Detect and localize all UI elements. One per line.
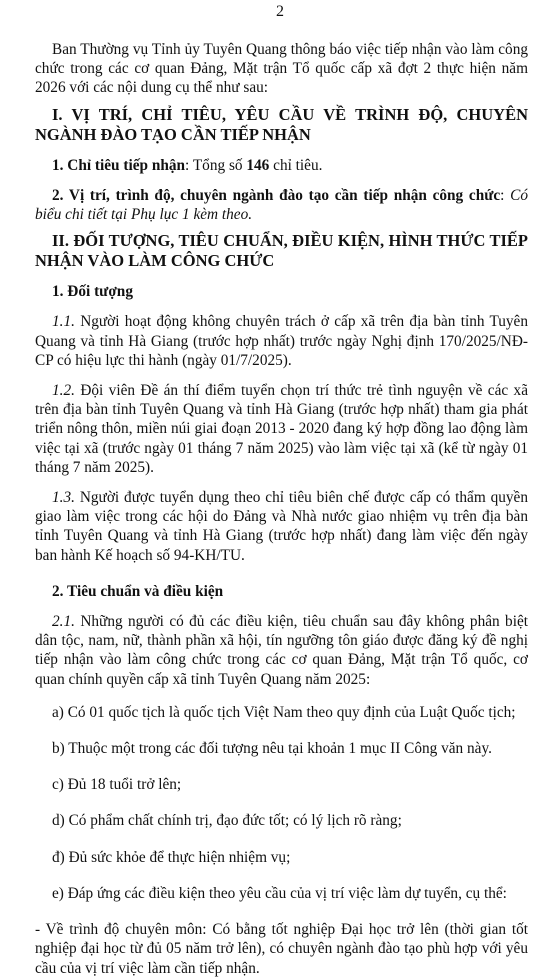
intro-paragraph: Ban Thường vụ Tỉnh ủy Tuyên Quang thông báo việc tiếp nhận vào làm công chức trong các cơ quan Đảng, Mặt trận Tổ quốc cấp xã đợt 2 thực hiện năm 2026 với các nội dung cụ thể như sau: bbox=[35, 41, 528, 97]
condition-c: c) Đủ 18 tuổi trở lên; bbox=[52, 776, 182, 794]
condition-d: d) Có phẩm chất chính trị, đạo đức tốt; có lý lịch rõ ràng; bbox=[52, 812, 402, 830]
section-1-item-2 bbox=[35, 186, 528, 224]
paragraph-2-1-number: 2.1. bbox=[52, 613, 75, 631]
section-1-heading: I. VỊ TRÍ, CHỈ TIÊU, YÊU CẦU VỀ TRÌNH ĐỘ, CHUYÊN NGÀNH ĐÀO TẠO CẦN TIẾP NHẬN bbox=[35, 104, 528, 144]
subsection-2-heading: 2. Tiêu chuẩn và điều kiện bbox=[52, 582, 224, 600]
paragraph-2-1 bbox=[35, 612, 528, 689]
paragraph-2-1-text: Những người có đủ các điều kiện, tiêu chuẩn sau đây không phân biệt dân tộc, nam, nữ, thành phần xã hội, tín ngưỡng tôn giáo được đăng ký đề nghị tiếp nhận vào làm công chức trong các cơ quan Đảng, Mặt trận Tổ quốc, cơ quan chính quyền cấp xã tỉnh Tuyên Quang năm 2025: bbox=[35, 613, 528, 688]
item-2-text: : bbox=[500, 186, 511, 204]
paragraph-1-2 bbox=[35, 381, 528, 477]
paragraph-1-1-text: Người hoạt động không chuyên trách ở cấp xã trên địa bàn tỉnh Tuyên Quang và tỉnh Hà Giang (trước hợp nhất) trước ngày Nghị định 170/2025/NĐ-CP có hiệu lực thi hành (ngày 01/7/2025). bbox=[35, 313, 528, 369]
item-1-count: 146 bbox=[246, 156, 270, 174]
paragraph-1-2-number: 1.2. bbox=[52, 382, 75, 400]
item-2-note: Có biểu chi tiết tại Phụ lục 1 kèm theo. bbox=[35, 186, 528, 224]
subsection-1-heading: 1. Đối tượng bbox=[52, 283, 133, 301]
paragraph-1-1-number: 1.1. bbox=[52, 313, 75, 331]
paragraph-1-3-number: 1.3. bbox=[52, 489, 75, 507]
section-2-heading: II. ĐỐI TƯỢNG, TIÊU CHUẨN, ĐIỀU KIỆN, HÌNH THỨC TIẾP NHẬN VÀO LÀM CÔNG CHỨC bbox=[35, 231, 528, 271]
condition-b: b) Thuộc một trong các đối tượng nêu tại khoản 1 mục II Công văn này. bbox=[52, 740, 492, 758]
item-2-label: 2. Vị trí, trình độ, chuyên ngành đào tạo cần tiếp nhận công chức bbox=[52, 186, 501, 204]
paragraph-1-3-text: Người được tuyển dụng theo chỉ tiêu biên chế được cấp có thẩm quyền giao làm việc trong các hội do Đảng và Nhà nước giao nhiệm vụ trên địa bàn tỉnh Tuyên Quang và tỉnh Hà Giang (trước hợp nhất) đang làm việc đến ngày ban hành Kế hoạch số 94-KH/TU. bbox=[35, 489, 528, 564]
item-1-label: 1. Chỉ tiêu tiếp nhận bbox=[52, 156, 186, 174]
section-1-item-1 bbox=[35, 156, 528, 175]
document-body bbox=[35, 40, 528, 978]
item-1-text-a: : Tổng số bbox=[185, 156, 247, 174]
paragraph-1-2-text: Đội viên Đề án thí điểm tuyển chọn trí thức trẻ tình nguyện về các xã trên địa bàn tỉnh Tuyên Quang và tỉnh Hà Giang (trước hợp nhất) tham gia phát triển nông thôn, miền núi giai đoạn 2013 - 2020 đang ký hợp đồng lao động làm việc tại xã (trước ngày 01 tháng 7 năm 2025) vào làm việc tại xã (kể từ ngày 01 tháng 7 năm 2025). bbox=[35, 382, 528, 476]
paragraph-1-1 bbox=[35, 312, 528, 370]
paragraph-1-3 bbox=[35, 488, 528, 565]
condition-e: e) Đáp ứng các điều kiện theo yêu cầu của vị trí việc làm dự tuyển, cụ thể: bbox=[52, 884, 507, 902]
page-number: 2 bbox=[276, 3, 284, 20]
qualification-paragraph: - Về trình độ chuyên môn: Có bằng tốt nghiệp Đại học trở lên (thời gian tốt nghiệp đại học từ đủ 05 năm trở lên), có chuyên ngành đào tạo phù hợp với yêu cầu của vị trí việc làm cần tiếp nhận. bbox=[35, 921, 528, 977]
condition-a: a) Có 01 quốc tịch là quốc tịch Việt Nam theo quy định của Luật Quốc tịch; bbox=[52, 703, 516, 721]
item-1-text-b: chỉ tiêu. bbox=[269, 156, 323, 174]
condition-dd: đ) Đủ sức khỏe để thực hiện nhiệm vụ; bbox=[52, 848, 291, 866]
